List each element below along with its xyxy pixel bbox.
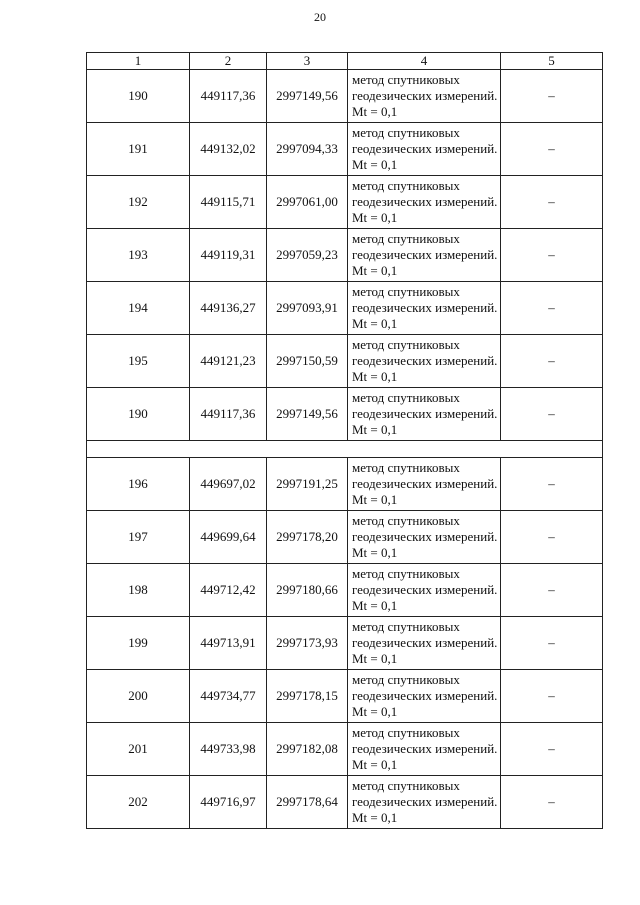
table-row <box>87 176 603 229</box>
table-row <box>87 282 603 335</box>
method-cell: метод спутниковых геодезических измерений. Mt = 0,1 <box>348 564 501 617</box>
separator-cell <box>87 441 603 458</box>
table-row <box>87 335 603 388</box>
table-row <box>87 617 603 670</box>
point-number-cell: 191 <box>87 123 190 176</box>
note-cell: – <box>501 335 603 388</box>
note-cell: – <box>501 282 603 335</box>
table-row <box>87 723 603 776</box>
y-coordinate-cell: 2997149,56 <box>267 388 348 441</box>
column-header: 1 <box>87 53 190 70</box>
point-number-cell: 192 <box>87 176 190 229</box>
note-cell: – <box>501 229 603 282</box>
point-number-cell: 201 <box>87 723 190 776</box>
point-number-cell: 199 <box>87 617 190 670</box>
y-coordinate-cell: 2997059,23 <box>267 229 348 282</box>
note-cell: – <box>501 388 603 441</box>
point-number-cell: 202 <box>87 776 190 829</box>
method-cell: метод спутниковых геодезических измерений. Mt = 0,1 <box>348 176 501 229</box>
x-coordinate-cell: 449117,36 <box>190 388 267 441</box>
note-cell: – <box>501 670 603 723</box>
column-header: 2 <box>190 53 267 70</box>
y-coordinate-cell: 2997178,15 <box>267 670 348 723</box>
group-separator-row <box>87 441 603 458</box>
note-cell: – <box>501 564 603 617</box>
note-cell: – <box>501 123 603 176</box>
method-cell: метод спутниковых геодезических измерений. Mt = 0,1 <box>348 723 501 776</box>
note-cell: – <box>501 723 603 776</box>
method-cell: метод спутниковых геодезических измерений. Mt = 0,1 <box>348 617 501 670</box>
x-coordinate-cell: 449733,98 <box>190 723 267 776</box>
table-row <box>87 776 603 829</box>
point-number-cell: 195 <box>87 335 190 388</box>
method-cell: метод спутниковых геодезических измерений. Mt = 0,1 <box>348 282 501 335</box>
point-number-cell: 194 <box>87 282 190 335</box>
table-row <box>87 123 603 176</box>
y-coordinate-cell: 2997182,08 <box>267 723 348 776</box>
table-row <box>87 670 603 723</box>
x-coordinate-cell: 449699,64 <box>190 511 267 564</box>
table-row <box>87 511 603 564</box>
page-number: 20 <box>314 10 326 24</box>
x-coordinate-cell: 449117,36 <box>190 70 267 123</box>
point-number-cell: 196 <box>87 458 190 511</box>
x-coordinate-cell: 449712,42 <box>190 564 267 617</box>
x-coordinate-cell: 449115,71 <box>190 176 267 229</box>
note-cell: – <box>501 776 603 829</box>
method-cell: метод спутниковых геодезических измерений. Mt = 0,1 <box>348 670 501 723</box>
y-coordinate-cell: 2997173,93 <box>267 617 348 670</box>
table-row <box>87 70 603 123</box>
method-cell: метод спутниковых геодезических измерений. Mt = 0,1 <box>348 123 501 176</box>
y-coordinate-cell: 2997150,59 <box>267 335 348 388</box>
point-number-cell: 198 <box>87 564 190 617</box>
point-number-cell: 200 <box>87 670 190 723</box>
note-cell: – <box>501 617 603 670</box>
x-coordinate-cell: 449136,27 <box>190 282 267 335</box>
method-cell: метод спутниковых геодезических измерений. Mt = 0,1 <box>348 229 501 282</box>
table-header-row <box>87 53 603 70</box>
method-cell: метод спутниковых геодезических измерений. Mt = 0,1 <box>348 511 501 564</box>
point-number-cell: 197 <box>87 511 190 564</box>
point-number-cell: 190 <box>87 388 190 441</box>
method-cell: метод спутниковых геодезических измерений. Mt = 0,1 <box>348 335 501 388</box>
y-coordinate-cell: 2997180,66 <box>267 564 348 617</box>
y-coordinate-cell: 2997061,00 <box>267 176 348 229</box>
x-coordinate-cell: 449734,77 <box>190 670 267 723</box>
column-header: 5 <box>501 53 603 70</box>
table-row <box>87 458 603 511</box>
method-cell: метод спутниковых геодезических измерений. Mt = 0,1 <box>348 776 501 829</box>
note-cell: – <box>501 70 603 123</box>
y-coordinate-cell: 2997149,56 <box>267 70 348 123</box>
table-row <box>87 564 603 617</box>
method-cell: метод спутниковых геодезических измерений. Mt = 0,1 <box>348 70 501 123</box>
note-cell: – <box>501 458 603 511</box>
column-header: 4 <box>348 53 501 70</box>
x-coordinate-cell: 449132,02 <box>190 123 267 176</box>
y-coordinate-cell: 2997094,33 <box>267 123 348 176</box>
method-cell: метод спутниковых геодезических измерений. Mt = 0,1 <box>348 458 501 511</box>
note-cell: – <box>501 176 603 229</box>
table-row <box>87 388 603 441</box>
point-number-cell: 193 <box>87 229 190 282</box>
method-cell: метод спутниковых геодезических измерений. Mt = 0,1 <box>348 388 501 441</box>
table-body <box>87 70 603 829</box>
x-coordinate-cell: 449697,02 <box>190 458 267 511</box>
note-cell: – <box>501 511 603 564</box>
x-coordinate-cell: 449121,23 <box>190 335 267 388</box>
y-coordinate-cell: 2997178,64 <box>267 776 348 829</box>
y-coordinate-cell: 2997191,25 <box>267 458 348 511</box>
y-coordinate-cell: 2997178,20 <box>267 511 348 564</box>
x-coordinate-cell: 449716,97 <box>190 776 267 829</box>
coordinates-table <box>86 52 603 829</box>
x-coordinate-cell: 449713,91 <box>190 617 267 670</box>
x-coordinate-cell: 449119,31 <box>190 229 267 282</box>
table-row <box>87 229 603 282</box>
y-coordinate-cell: 2997093,91 <box>267 282 348 335</box>
point-number-cell: 190 <box>87 70 190 123</box>
column-header: 3 <box>267 53 348 70</box>
